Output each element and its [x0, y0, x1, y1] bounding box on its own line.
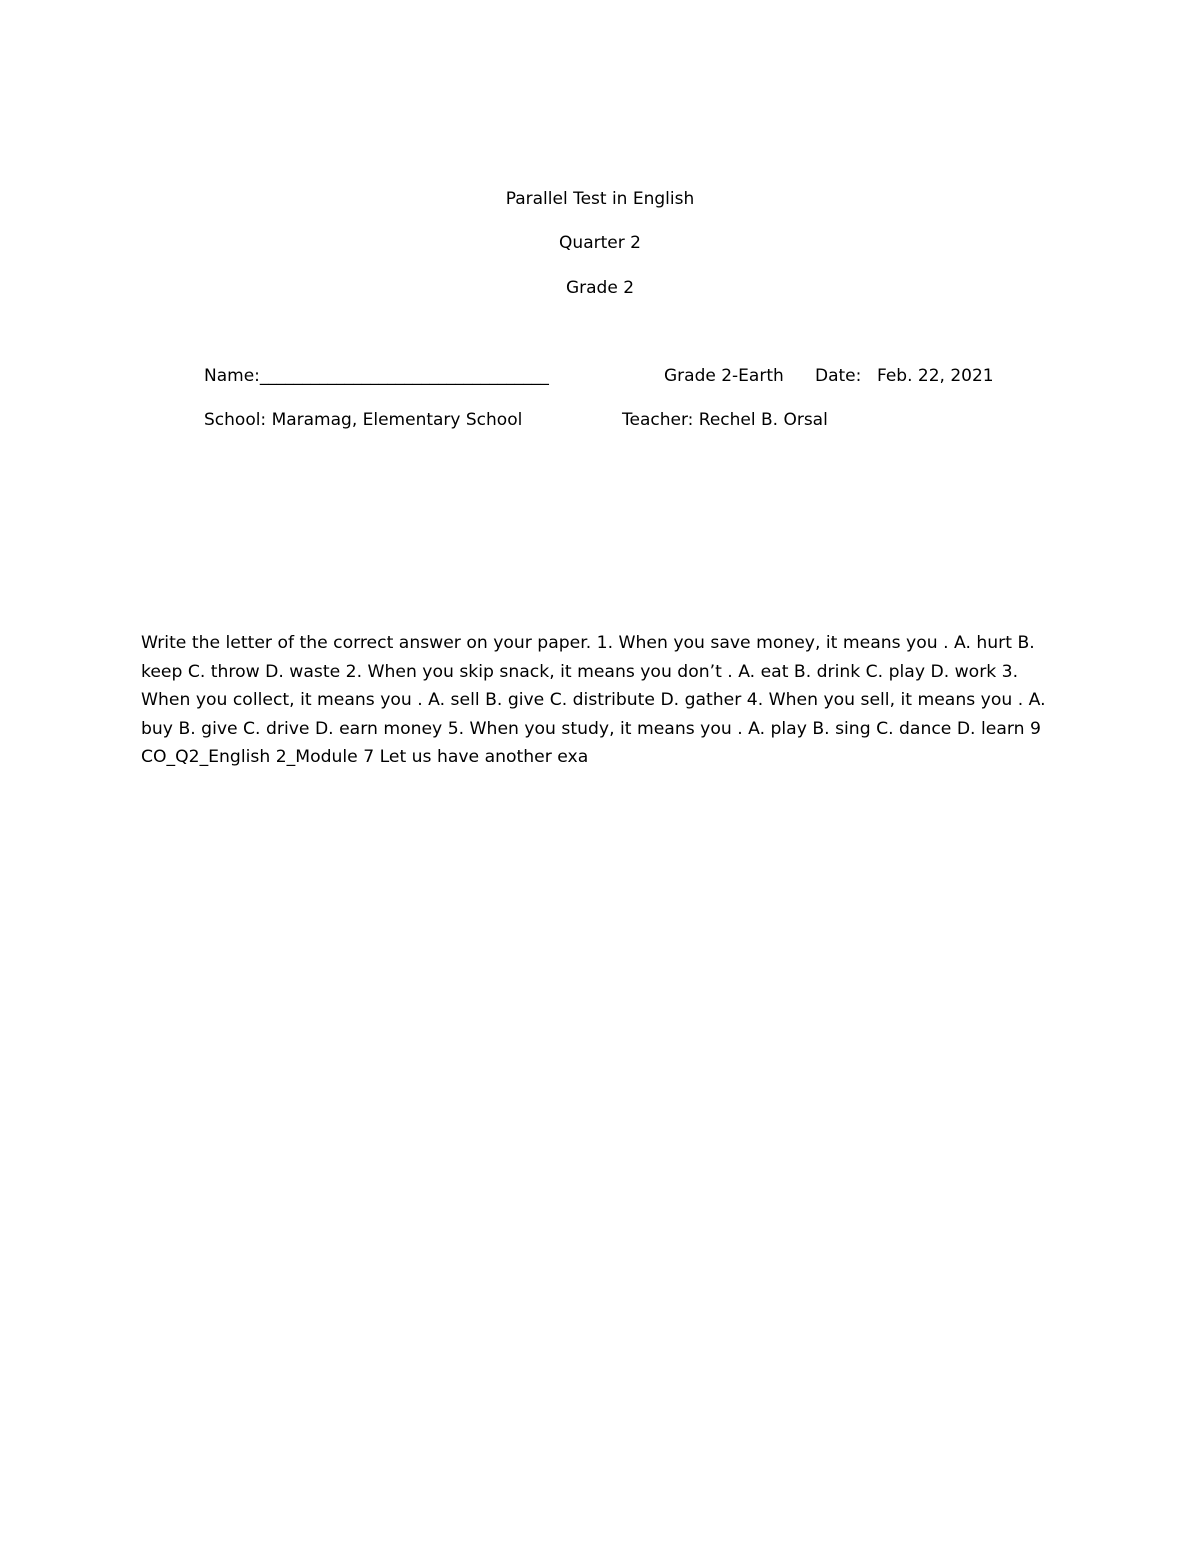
grade-label: Grade 2	[565, 278, 635, 298]
paragraph-line: Write the letter of the correct answer on your paper. 1. When you save money, it means you . A. hurt B.	[141, 633, 1035, 653]
date-label: Date:	[815, 366, 862, 386]
section-label: Grade 2-Earth	[664, 366, 784, 386]
teacher-label: Teacher: Rechel B. Orsal	[622, 410, 828, 430]
date-value: Feb. 22, 2021	[877, 366, 994, 386]
paragraph-line: CO_Q2_English 2_Module 7 Let us have another exa	[141, 747, 589, 767]
quarter-label: Quarter 2	[559, 233, 641, 253]
paragraph-line: When you collect, it means you . A. sell B. give C. distribute D. gather 4. When you sell, it means you . A.	[141, 690, 1046, 710]
school-label: School: Maramag, Elementary School	[204, 410, 523, 430]
paragraph-line: buy B. give C. drive D. earn money 5. When you study, it means you . A. play B. sing C. dance D. learn 9	[141, 718, 1041, 739]
paragraph-line: keep C. throw D. waste 2. When you skip snack, it means you don’t . A. eat B. drink C. play D. work 3.	[141, 661, 1019, 682]
instructions-paragraph	[141, 629, 1061, 772]
document-title: Parallel Test in English	[505, 189, 695, 209]
name-field-line: Name:__________________________________	[204, 366, 549, 386]
